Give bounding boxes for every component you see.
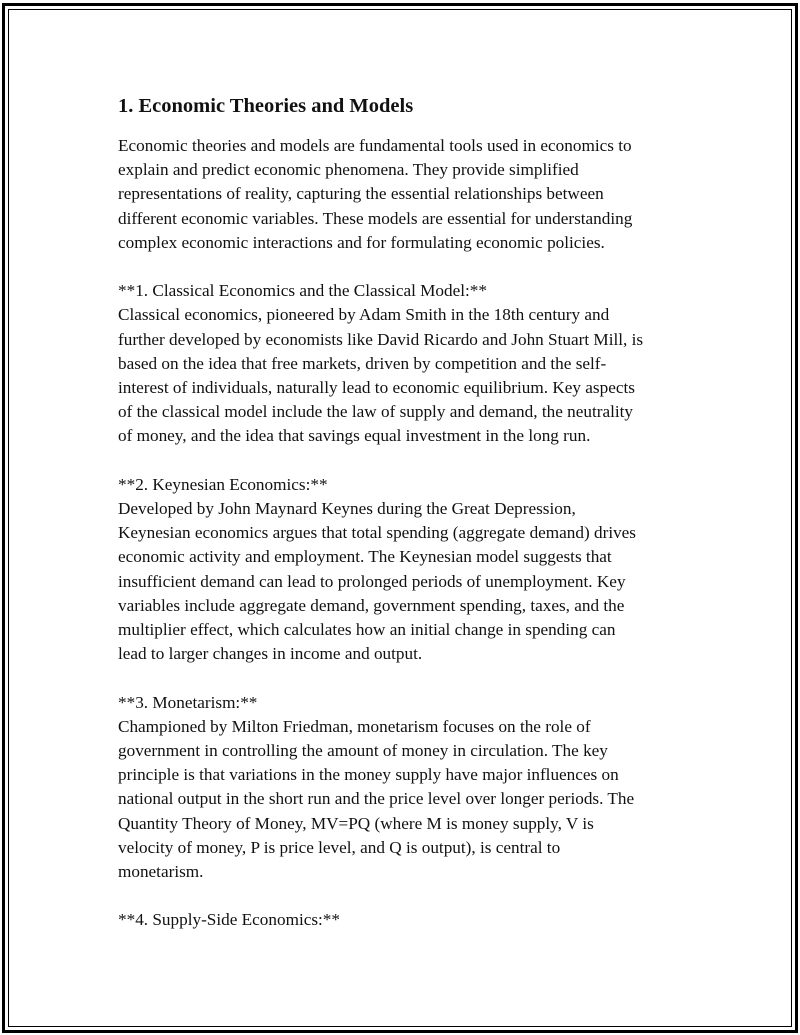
section-title-supply-side: **4. Supply-Side Economics:** [118, 910, 340, 930]
paragraph-gap [118, 884, 688, 908]
section-body-monetarism: Championed by Milton Friedman, monetarism focuses on the role of government in controlling the amount of money in circulation. The key principle is that variations in the money supply have major influences on national output in the short run and the price level over longer periods. The Quantity Theory of Money, MV=PQ (where M is money supply, V is velocity of money, P is price level, and Q is output), is central to monetarism. [118, 716, 635, 882]
paragraph-gap [118, 449, 688, 473]
section-title-keynesian: **2. Keynesian Economics:** [118, 474, 328, 494]
section-body-classical: Classical economics, pioneered by Adam Smith in the 18th century and further developed by economists like David Ricardo and John Stuart Mill, is based on the idea that free markets, driven by competition and the self- interest of individuals, naturally lead to economic equilibrium. Key aspects of the classical model include the law of supply and demand, the neutrality of money, and the idea that savings equal investment in the long run. [118, 305, 644, 446]
section-body-keynesian: Developed by John Maynard Keynes during the Great Depression, Keynesian economics argues that total spending (aggregate demand) drives economic activity and employment. The Keynesian model suggests that insufficient demand can lead to prolonged periods of unemployment. Key variables include aggregate demand, government spending, taxes, and the multiplier effect, which calculates how an initial change in spending can lead to larger changes in income and output. [118, 499, 636, 664]
intro-paragraph: Economic theories and models are fundamental tools used in economics to explain and predict economic phenomena. They provide simplified representations of reality, capturing the essential relationships between different economic variables. These models are essential for understanding complex economic interactions and for formulating economic policies. [118, 136, 633, 252]
document-body [118, 93, 688, 933]
section-title-monetarism: **3. Monetarism:** [118, 692, 258, 712]
section-title-classical: **1. Classical Economics and the Classical Model:** [118, 281, 487, 301]
section-heading: 1. Economic Theories and Models [118, 95, 414, 117]
paragraph-gap [118, 255, 688, 279]
paragraph-gap [118, 666, 688, 690]
